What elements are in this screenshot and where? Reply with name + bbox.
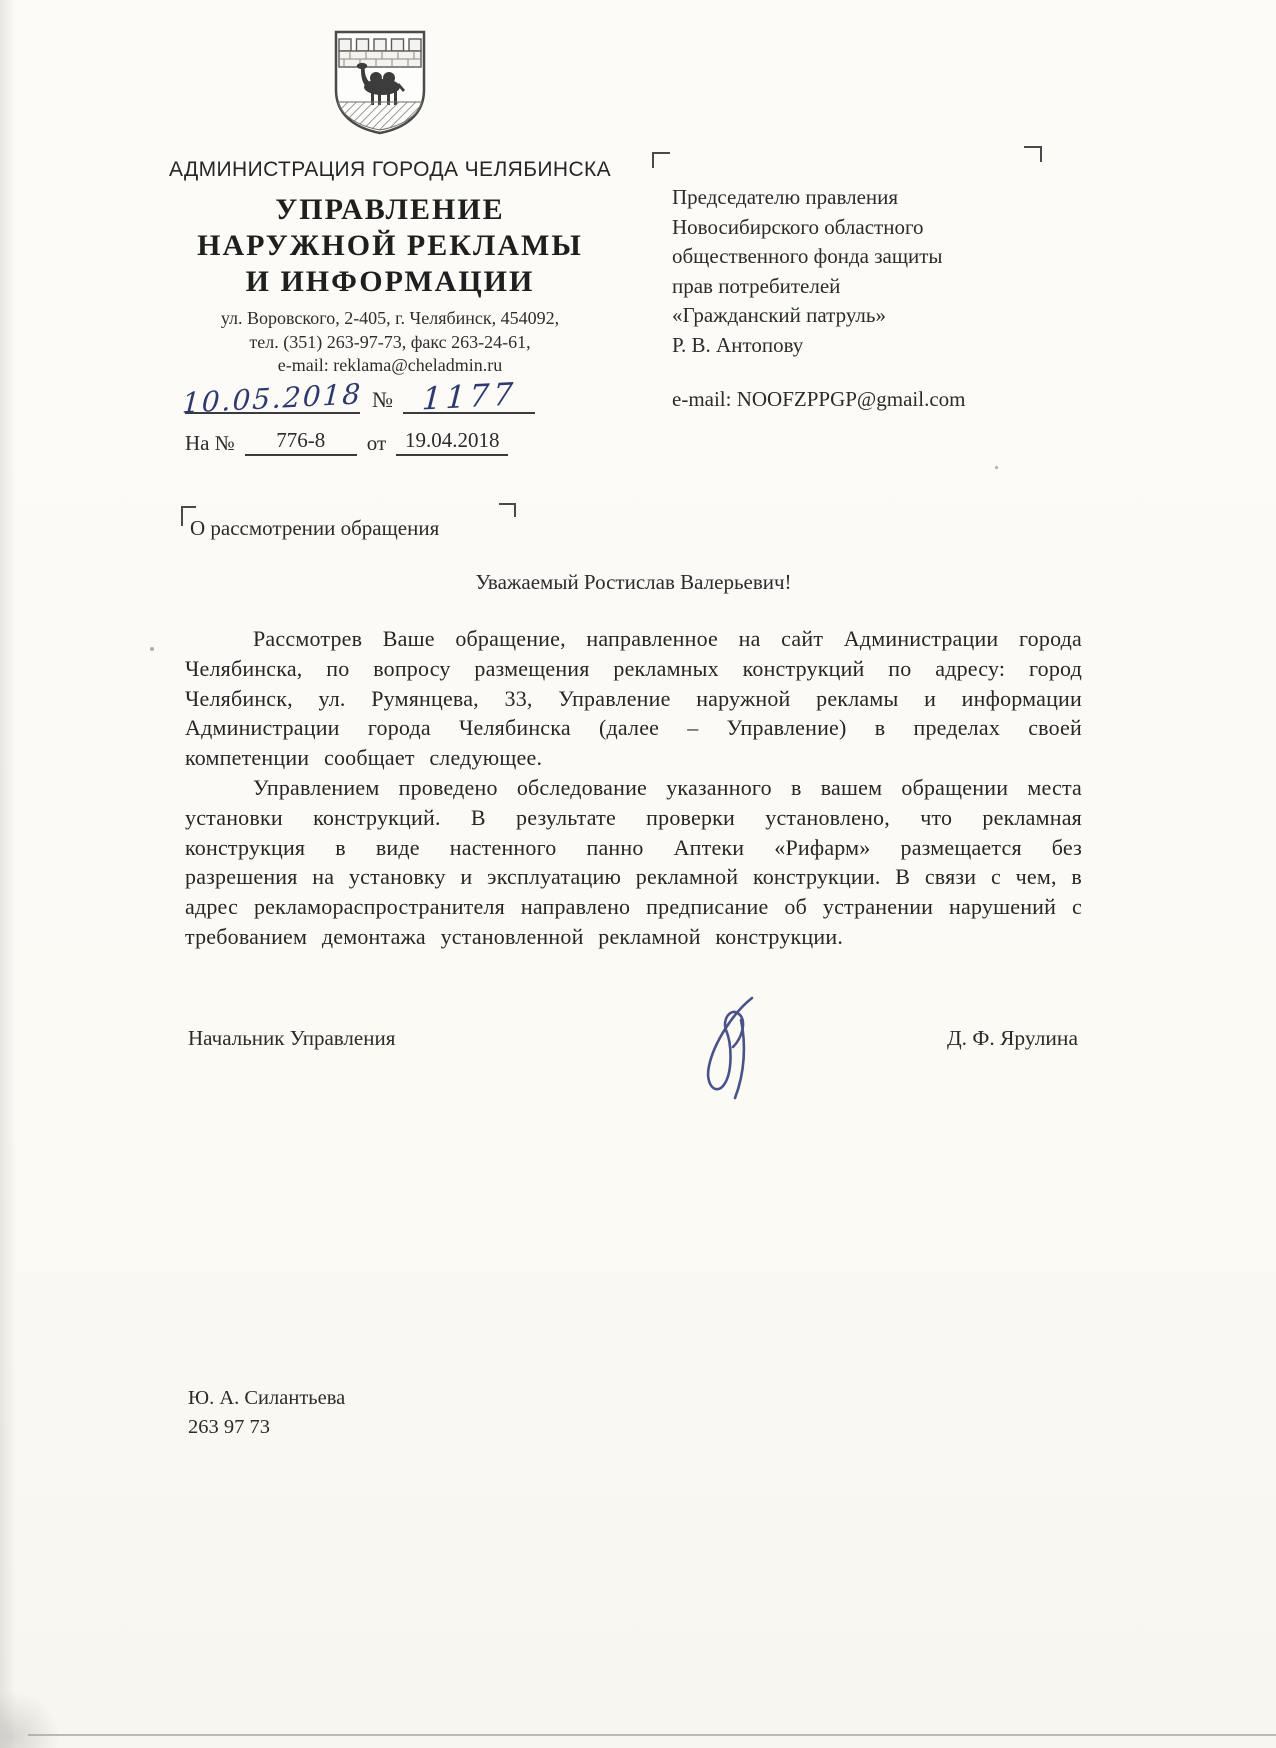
- executor-block: [188, 1384, 345, 1442]
- recipient-line: общественного фонда защиты: [672, 244, 943, 268]
- corner-mark-recipient-right: [1024, 146, 1042, 162]
- scan-bottom-line: [28, 1734, 1276, 1736]
- body-paragraph-1: Рассмотрев Ваше обращение, направленное на сайт Администрации города Челябинска, по вопросу размещения рекламных конструкций по адресу: город Челябинск, ул. Румянцева, 33, Управление наружной рекламы и информации Администрации города Челябинска (далее – Управление) в пределах своей компетенции сообщает следующее.: [185, 626, 1082, 771]
- incoming-date: 19.04.2018: [404, 428, 500, 452]
- heraldic-ground: [338, 102, 422, 130]
- recipient-block: [672, 183, 1052, 415]
- incoming-reference-row: [185, 428, 508, 456]
- signature-svg: [688, 990, 788, 1112]
- corner-mark-subject-right: [499, 503, 516, 517]
- outgoing-reference-row: [181, 366, 535, 420]
- subject-line: О рассмотрении обращения: [190, 516, 440, 540]
- recipient-name: Р. В. Антопову: [672, 332, 804, 357]
- reply-preposition: от: [366, 431, 387, 455]
- recipient-line: Председателю правления: [672, 185, 899, 209]
- signer-name: Д. Ф. Ярулина: [946, 1026, 1078, 1050]
- incoming-date-field: [396, 428, 508, 456]
- coat-of-arms-svg: [330, 26, 430, 138]
- coat-of-arms-emblem: [330, 26, 430, 138]
- outgoing-number-field: [403, 376, 535, 418]
- handwritten-signature: [688, 990, 788, 1112]
- recipient-line: прав потребителей: [672, 273, 841, 298]
- number-sign: №: [372, 387, 393, 412]
- signer-position: Начальник Управления: [188, 1026, 396, 1050]
- scan-speck: [150, 647, 154, 651]
- org-name-line-2: НАРУЖНОЙ РЕКЛАМЫ: [197, 229, 583, 262]
- scan-speck: [995, 466, 998, 469]
- recipient-line: Новосибирского областного: [672, 214, 924, 239]
- letter-body: [185, 624, 1082, 952]
- org-email-line: e-mail: reklama@cheladmin.ru: [277, 355, 503, 375]
- body-paragraph-2: Управлением проведено обследование указанного в вашем обращении места установки конструкций. В результате проверки установлено, что рекламная конструкция в виде настенного панно Аптеки «Рифарм» размещается без разрешения на установку и эксплуатацию рекламной конструкции. В связи с чем, в адрес рекламораспространителя направлено предписание об устранении нарушений с требованием демонтажа установленной рекламной конструкции.: [185, 774, 1082, 949]
- scan-edge-shading: [0, 0, 16, 1748]
- org-name-line-3: И ИНФОРМАЦИИ: [245, 265, 535, 298]
- recipient-email: e-mail: NOOFZPPGP@gmail.com: [672, 387, 966, 411]
- org-name-line-1: УПРАВЛЕНИЕ: [275, 193, 505, 226]
- handwritten-date: 10.05.2018: [181, 377, 364, 420]
- org-phone-line: тел. (351) 263-97-73, факс 263-24-61,: [249, 331, 531, 352]
- recipient-line: «Гражданский патруль»: [672, 303, 886, 327]
- incoming-number-field: [245, 428, 357, 456]
- handwritten-number: 1177: [420, 376, 518, 418]
- org-address-line-1: ул. Воровского, 2-405, г. Челябинск, 454092,: [220, 308, 560, 328]
- letterhead: [166, 158, 614, 378]
- reply-label: На №: [185, 431, 235, 455]
- salutation: Уважаемый Ростислав Валерьевич!: [475, 570, 792, 594]
- outgoing-date-field: [181, 377, 364, 420]
- incoming-number: 776-8: [276, 428, 326, 452]
- parent-org-name: АДМИНИСТРАЦИЯ ГОРОДА ЧЕЛЯБИНСКА: [168, 158, 612, 181]
- executor-name: Ю. А. Силантьева: [188, 1387, 346, 1409]
- executor-phone: 263 97 73: [188, 1416, 270, 1438]
- scan-smudge: [0, 1690, 60, 1748]
- fortress-battlements: [339, 39, 421, 67]
- corner-mark-recipient-left: [652, 152, 670, 168]
